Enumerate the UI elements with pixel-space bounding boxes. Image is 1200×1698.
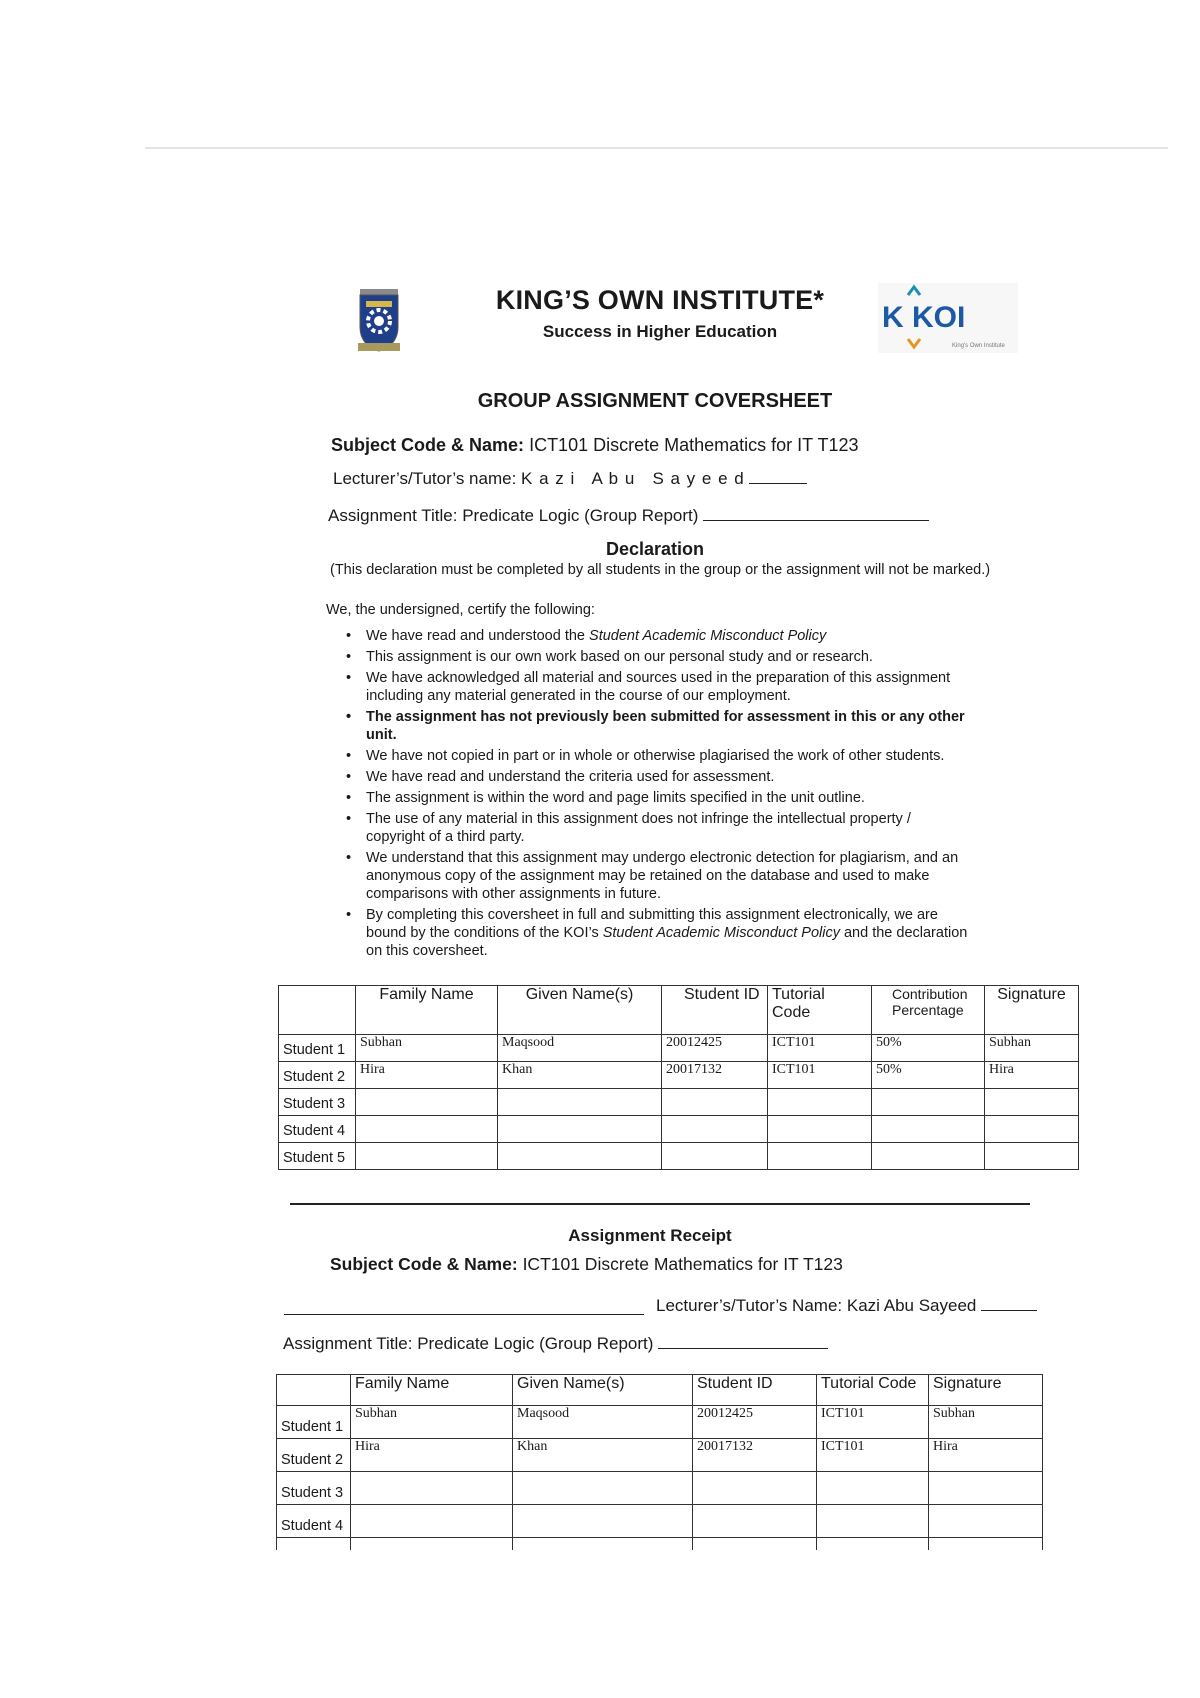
header-student-id: Student ID: [662, 986, 768, 1035]
cell-contribution: 50%: [872, 1035, 985, 1062]
header-signature: Signature: [985, 986, 1079, 1035]
header-family-name: Family Name: [356, 986, 498, 1035]
receipt-title: Assignment Receipt: [568, 1226, 732, 1245]
table-row: [279, 1089, 1079, 1116]
cell-tutorial-code: ICT101: [768, 1062, 872, 1089]
row-label: Student 5: [279, 1143, 356, 1170]
receipt-table: [276, 1374, 1043, 1571]
cell-signature: Hira: [985, 1062, 1079, 1089]
declaration-note: (This declaration must be completed by all students in the group or the assignment will not be marked.): [330, 562, 991, 578]
row-label: Student 3: [279, 1089, 356, 1116]
row-label: Student 2: [279, 1062, 356, 1089]
subject-label: Subject Code & Name:: [331, 435, 525, 455]
list-item: • We have read and understand the criteria used for assessment.: [330, 768, 970, 786]
page-title: GROUP ASSIGNMENT COVERSHEET: [477, 390, 833, 412]
list-item: • We have not copied in part or in whole or otherwise plagiarised the work of other students.: [330, 747, 970, 765]
receipt-subject-field: [330, 1254, 843, 1275]
cell-tutorial-code: ICT101: [817, 1406, 929, 1439]
lecturer-value: K a z i A b u S a y e e d: [521, 469, 745, 488]
cell-student-id: 20017132: [693, 1439, 817, 1472]
table-header-row: [279, 986, 1079, 1035]
receipt-lecturer-fill-line: [981, 1309, 1037, 1311]
cell-given-name: Maqsood: [498, 1035, 662, 1062]
list-item: • The assignment has not previously been submitted for assessment in this or any other unit.: [330, 708, 970, 744]
table-row: [279, 1035, 1079, 1062]
declaration-list: [330, 627, 970, 963]
header-tutorial-code: Tutorial Code: [817, 1375, 929, 1406]
subject-value: ICT101 Discrete Mathematics for IT T123: [529, 435, 859, 455]
coversheet-table: [278, 985, 1079, 1170]
koi-logo-subtext: King's Own Institute: [952, 343, 1005, 349]
cell-tutorial-code: ICT101: [817, 1439, 929, 1472]
receipt-blank-line: [284, 1314, 644, 1315]
receipt-subject-value: ICT101 Discrete Mathematics for IT T123: [522, 1254, 843, 1274]
header-tutorial-code: Tutorial Code: [768, 986, 872, 1035]
row-label: Student 2: [277, 1439, 351, 1472]
row-label: Student 1: [279, 1035, 356, 1062]
institute-tagline: Success in Higher Education: [542, 322, 778, 341]
table-header-row: [277, 1375, 1043, 1406]
table-row: [277, 1505, 1043, 1538]
assignment-label: Assignment Title:: [328, 506, 458, 525]
cell-signature: Subhan: [985, 1035, 1079, 1062]
table-row: [279, 1143, 1079, 1170]
row-label: Student 4: [277, 1505, 351, 1538]
list-item: • We understand that this assignment may undergo electronic detection for plagiarism, and an anonymous copy of the assignment may be retained on the database and used to make comparisons with other assignments in future.: [330, 849, 970, 903]
koi-logo-icon: [878, 283, 1018, 353]
header-given-names: Given Name(s): [513, 1375, 693, 1406]
cell-family-name: Hira: [356, 1062, 498, 1089]
declaration-title: Declaration: [605, 539, 705, 559]
lecturer-label: Lecturer’s/Tutor’s name:: [333, 469, 517, 488]
receipt-subject-label: Subject Code & Name:: [330, 1254, 518, 1274]
lecturer-fill-line: [749, 482, 807, 484]
list-item: • The assignment is within the word and page limits specified in the unit outline.: [330, 789, 970, 807]
list-item: • By completing this coversheet in full and submitting this assignment electronically, we are bound by the conditions of the KOI’s Student Academic Misconduct Policy and the declaration on this coversheet.: [330, 906, 970, 960]
cell-signature: Hira: [929, 1439, 1043, 1472]
koi-logo-text: K KOI: [882, 301, 966, 334]
declaration-intro: We, the undersigned, certify the following:: [326, 602, 595, 618]
table-row: [277, 1472, 1043, 1505]
header-signature: Signature: [929, 1375, 1043, 1406]
list-item: • We have acknowledged all material and sources used in the preparation of this assignment including any material generated in the course of our employment.: [330, 669, 970, 705]
institute-crest-icon: [356, 287, 402, 353]
institute-name: KING’S OWN INSTITUTE*: [495, 285, 825, 315]
header-family-name: Family Name: [351, 1375, 513, 1406]
list-item: • This assignment is our own work based on our personal study and or research.: [330, 648, 970, 666]
table-row: [277, 1406, 1043, 1439]
cell-signature: Subhan: [929, 1406, 1043, 1439]
row-label: Student 3: [277, 1472, 351, 1505]
page-cutoff: [260, 1550, 1060, 1698]
receipt-lecturer-value: Kazi Abu Sayeed: [846, 1296, 977, 1315]
receipt-divider: [290, 1203, 1030, 1205]
assignment-value: Predicate Logic (Group Report): [462, 506, 699, 525]
table-row: [279, 1062, 1079, 1089]
list-item: • The use of any material in this assignment does not infringe the intellectual property / copyright of a third party.: [330, 810, 970, 846]
assignment-fill-line: [703, 519, 929, 521]
cell-student-id: 20012425: [662, 1035, 768, 1062]
receipt-lecturer-label: Lecturer’s/Tutor’s Name:: [656, 1296, 843, 1315]
receipt-assignment-value: Predicate Logic (Group Report): [417, 1334, 654, 1353]
cell-contribution: 50%: [872, 1062, 985, 1089]
receipt-assignment-field: [283, 1334, 828, 1354]
cell-tutorial-code: ICT101: [768, 1035, 872, 1062]
receipt-lecturer-field: [656, 1296, 1037, 1316]
assignment-field: [328, 506, 929, 526]
lecturer-field: [333, 469, 807, 489]
cell-family-name: Subhan: [351, 1406, 513, 1439]
table-header-blank: [279, 986, 356, 1035]
row-label: Student 1: [277, 1406, 351, 1439]
cell-family-name: Subhan: [356, 1035, 498, 1062]
cell-student-id: 20017132: [662, 1062, 768, 1089]
receipt-assignment-label: Assignment Title:: [283, 1334, 413, 1353]
table-header-blank: [277, 1375, 351, 1406]
cell-given-name: Maqsood: [513, 1406, 693, 1439]
table-row: [279, 1116, 1079, 1143]
header-given-names: Given Name(s): [498, 986, 662, 1035]
cell-given-name: Khan: [498, 1062, 662, 1089]
subject-field: [331, 435, 859, 456]
cell-given-name: Khan: [513, 1439, 693, 1472]
list-item: • We have read and understood the Student Academic Misconduct Policy: [330, 627, 970, 645]
table-row: [277, 1439, 1043, 1472]
cell-family-name: Hira: [351, 1439, 513, 1472]
row-label: Student 4: [279, 1116, 356, 1143]
receipt-assignment-fill-line: [658, 1347, 828, 1349]
header-student-id: Student ID: [693, 1375, 817, 1406]
header-contribution: Contribution Percentage: [872, 986, 985, 1035]
cell-student-id: 20012425: [693, 1406, 817, 1439]
top-separator: [145, 147, 1168, 149]
